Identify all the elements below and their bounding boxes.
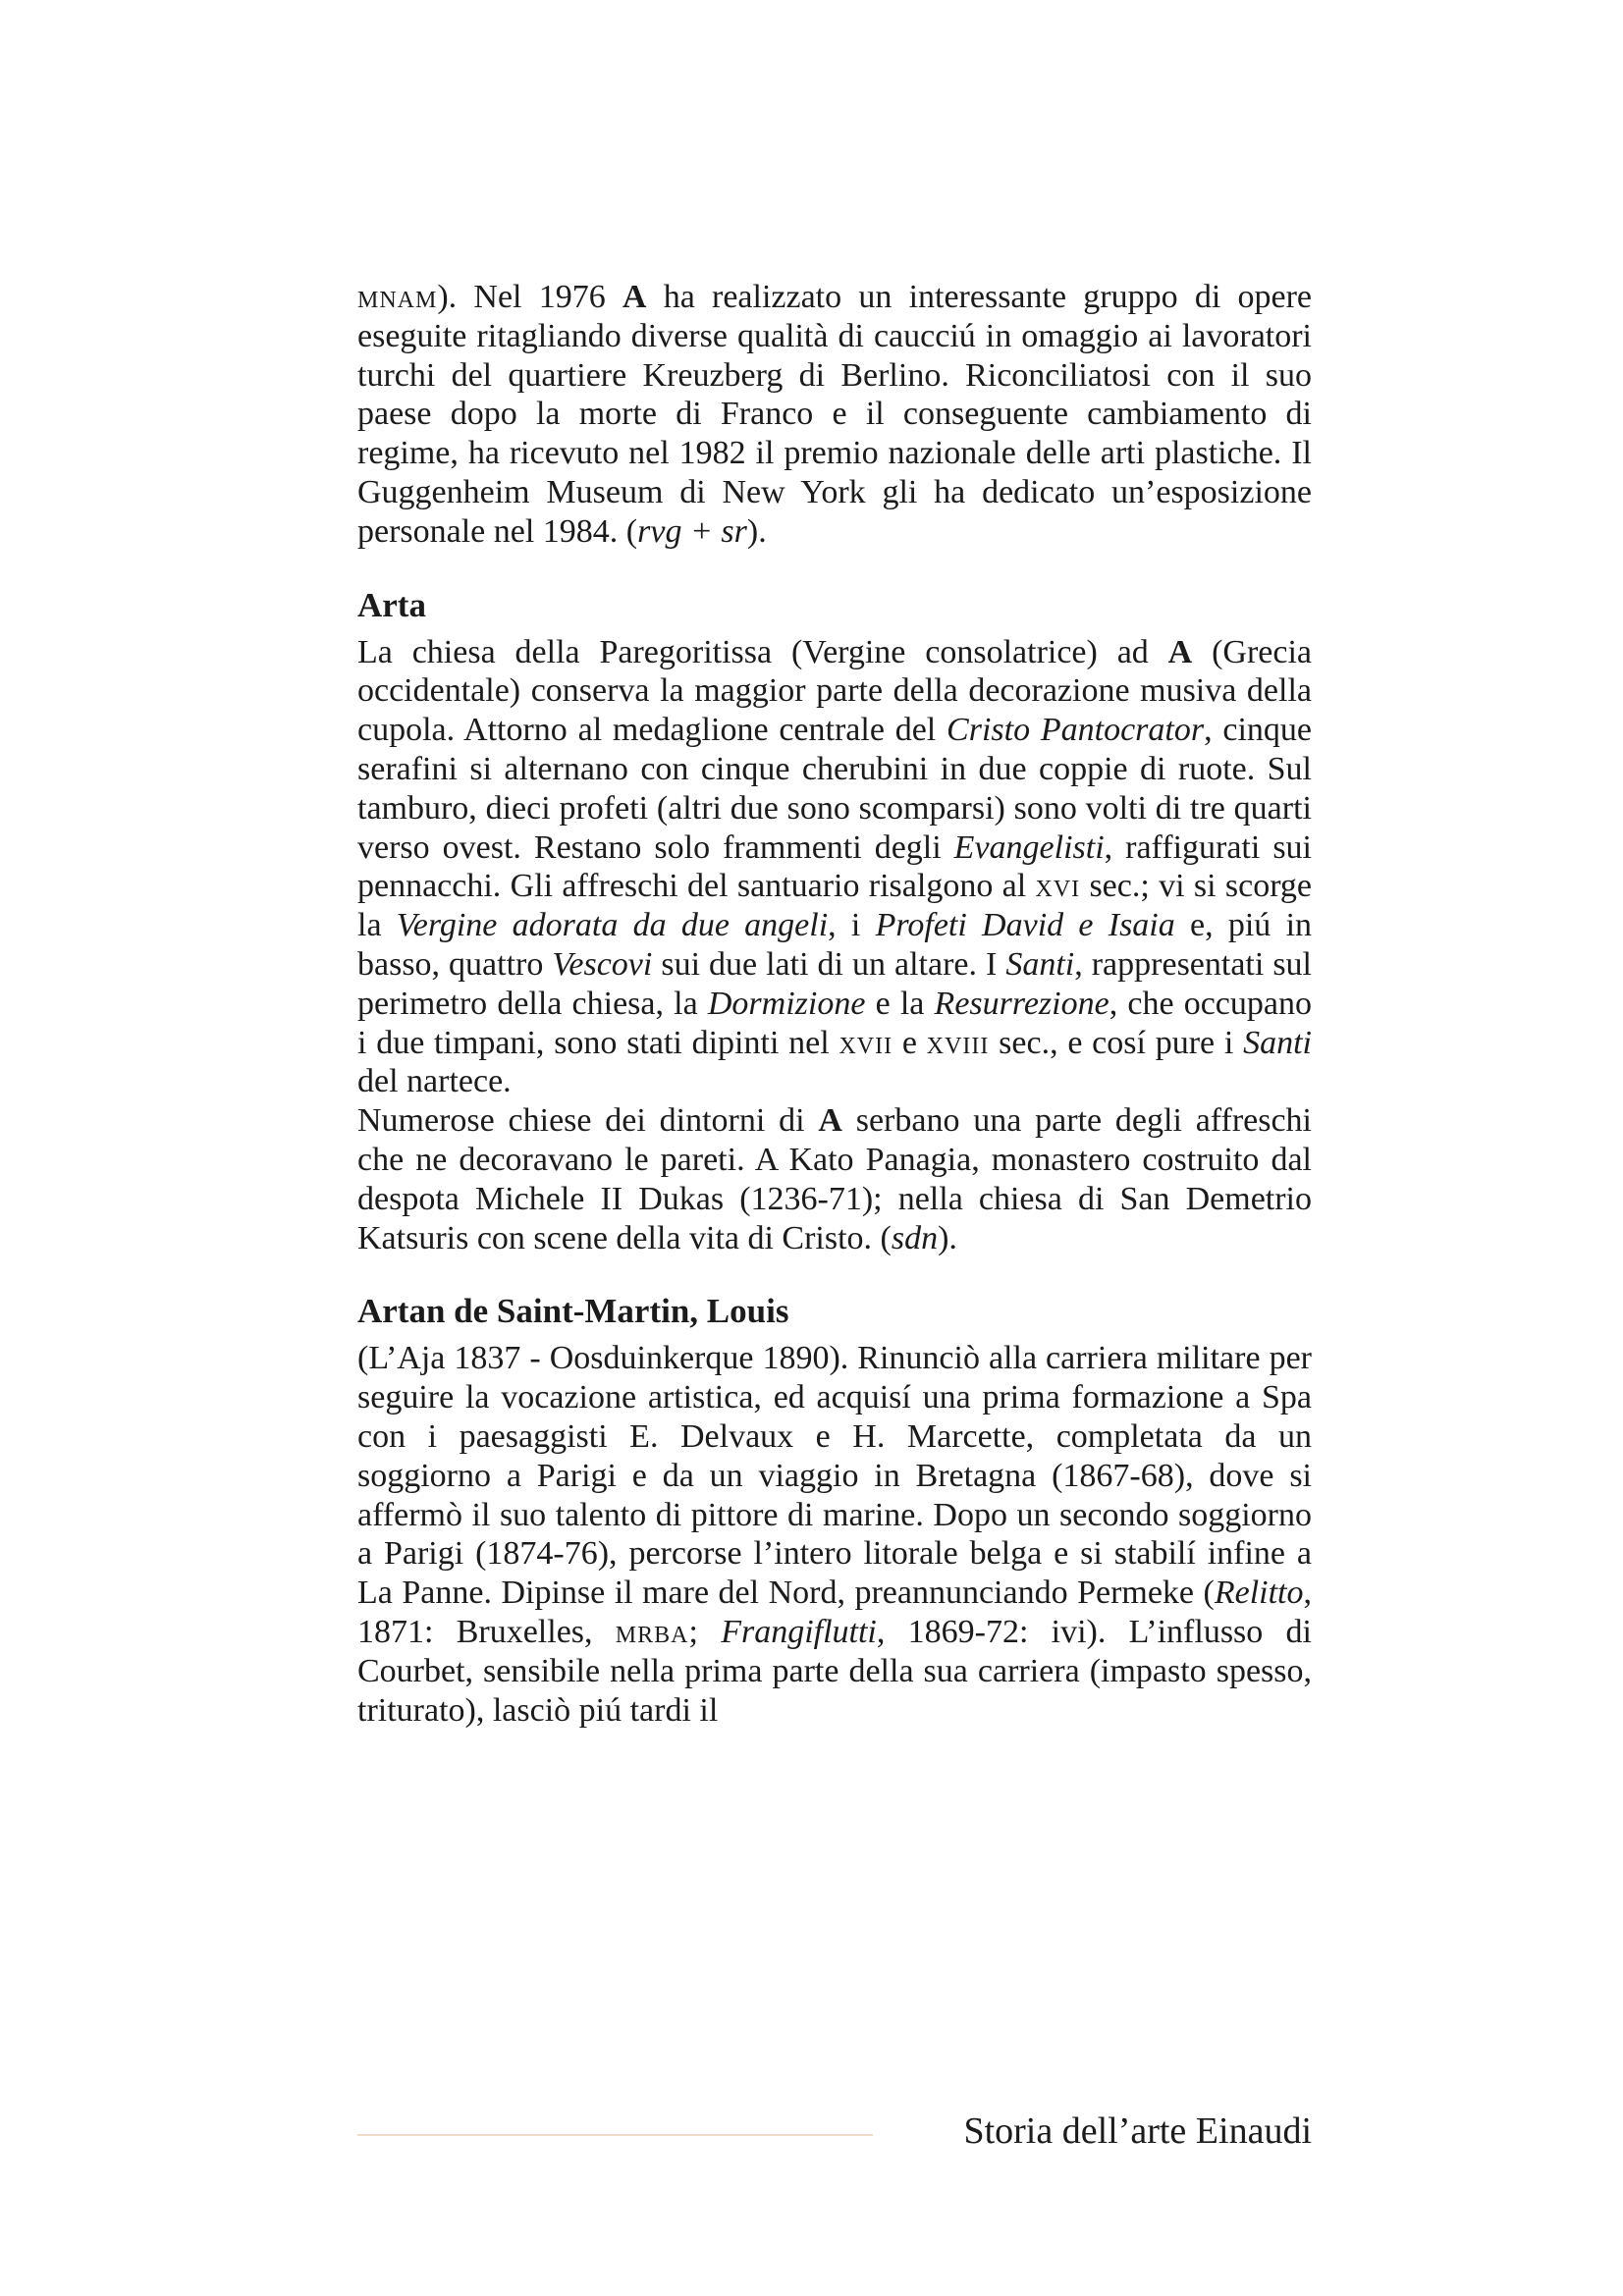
headword-abbreviation: A — [1167, 633, 1193, 670]
text-run: sui due lati di un altare. I — [652, 945, 1006, 983]
text-run: Numerose chiese dei dintorni di — [357, 1102, 819, 1140]
abbreviation: mrba — [615, 1613, 689, 1650]
author-initials: rvg + sr — [637, 512, 747, 550]
footer-rule — [357, 2134, 873, 2136]
footer-publication-title: Storia dell’arte Einaudi — [963, 2110, 1312, 2152]
arta-paragraph-2 — [357, 1101, 1312, 1257]
artwork-title: Santi — [1005, 945, 1075, 983]
text-run: (Grecia occidentale) conserva la maggior parte della decorazione musiva della cupola. Attorno al medaglione centrale del — [357, 633, 1312, 749]
continued-paragraph — [357, 278, 1312, 552]
author-initials: sdn — [891, 1219, 939, 1256]
artwork-title: Evangelisti — [953, 828, 1105, 866]
text-run: (L’Aja 1837 - Oosduinkerque 1890). Rinunciò alla carriera militare per seguire la vocazione artistica, ed acquisí una prima formazione a Spa con i paesaggisti E. Delvaux e H. Marcette, completata da un soggiorno a Parigi e da un viaggio in Bretagna (1867-68), dove si affermò il suo talento di pittore di marine. Dopo un secondo soggiorno a Parigi (1874-76), percorse l’intero litorale belga e si stabilí infine a La Panne. Dipinse il mare del Nord, preannunciando Permeke ( — [357, 1340, 1312, 1612]
text-run: , i — [828, 907, 876, 944]
text-run: e — [893, 1024, 927, 1061]
artwork-title: Relitto — [1214, 1575, 1304, 1612]
text-run: serbano una parte degli affreschi che ne decoravano le pareti. A Kato Panagia, monastero costruito dal despota Michele II Dukas (1236-71); nella chiesa di San Demetrio Katsuris con scene della vita di Cristo. ( — [357, 1102, 1313, 1256]
artwork-title: Cristo Pantocrator — [947, 712, 1205, 749]
text-run: , rappresentati sul perimetro della chiesa, la — [357, 945, 1312, 1022]
text-run: , 1869-72: ivi). L’influsso di Courbet, sensibile nella prima parte della sua carriera (impasto spesso, triturato), lasciò piú tardi il — [357, 1613, 1312, 1729]
century-numeral: xvii — [839, 1024, 893, 1061]
artwork-title: Resurrezione — [934, 985, 1109, 1022]
page-footer — [357, 2104, 1312, 2163]
text-run: sec., e cosí pure i — [989, 1024, 1244, 1061]
artwork-title: Dormizione — [707, 985, 866, 1022]
arta-paragraph-1 — [357, 633, 1312, 1102]
artan-paragraph-1 — [357, 1339, 1312, 1730]
headword-abbreviation: A — [818, 1102, 842, 1140]
century-numeral: xviii — [926, 1024, 990, 1061]
text-run: ; — [688, 1613, 722, 1650]
entry-title-artan: Artan de Saint-Martin, Louis — [357, 1292, 789, 1331]
text-run: , cinque serafini si alternano con cinque cherubini in due coppie di ruote. Sul tamburo, dieci profeti (altri due sono scomparsi) sono volti di tre quarti verso ovest. Restano solo frammenti degli — [357, 712, 1312, 866]
text-run: ). Nel 1976 — [437, 279, 622, 315]
page-body — [357, 278, 1312, 1730]
headword-abbreviation: A — [622, 279, 647, 315]
artwork-title: Santi — [1243, 1024, 1312, 1061]
text-run: e la — [865, 985, 935, 1022]
text-run: ). — [746, 512, 767, 550]
abbreviation: mnam — [357, 279, 438, 315]
text-run: , 1871: Bruxelles, — [357, 1575, 1312, 1650]
text-run: , raffigurati sui pennacchi. Gli affreschi del santuario risalgono al — [357, 828, 1312, 905]
artwork-title: Profeti David e Isaia — [875, 907, 1175, 944]
text-run: ha realizzato un interessante gruppo di opere eseguite ritagliando diverse qualità di caucciú in omaggio ai lavoratori turchi del quartiere Kreuzberg di Berlino. Riconciliatosi con il suo paese dopo la morte di Franco e il conseguente cambiamento di regime, ha ricevuto nel 1982 il premio nazionale delle arti plastiche. Il Guggenheim Museum di New York gli ha dedicato un’esposizione personale nel 1984. ( — [357, 279, 1312, 550]
entry-title-arta: Arta — [357, 585, 426, 624]
century-numeral: xvi — [1035, 868, 1081, 905]
text-run: sec.; vi si scorge la — [357, 868, 1312, 944]
text-run: e, piú in basso, quattro — [357, 907, 1313, 983]
artwork-title: Vergine adorata da due angeli — [396, 907, 829, 944]
text-run: ). — [938, 1219, 957, 1256]
artwork-title: Frangiflutti — [721, 1613, 877, 1650]
artwork-title: Vescovi — [552, 945, 653, 983]
text-run: , che occupano i due timpani, sono stati dipinti nel — [357, 985, 1312, 1061]
text-run: La chiesa della Paregoritissa (Vergine consolatrice) ad — [357, 633, 1168, 670]
text-run: del nartece. — [357, 1063, 512, 1100]
